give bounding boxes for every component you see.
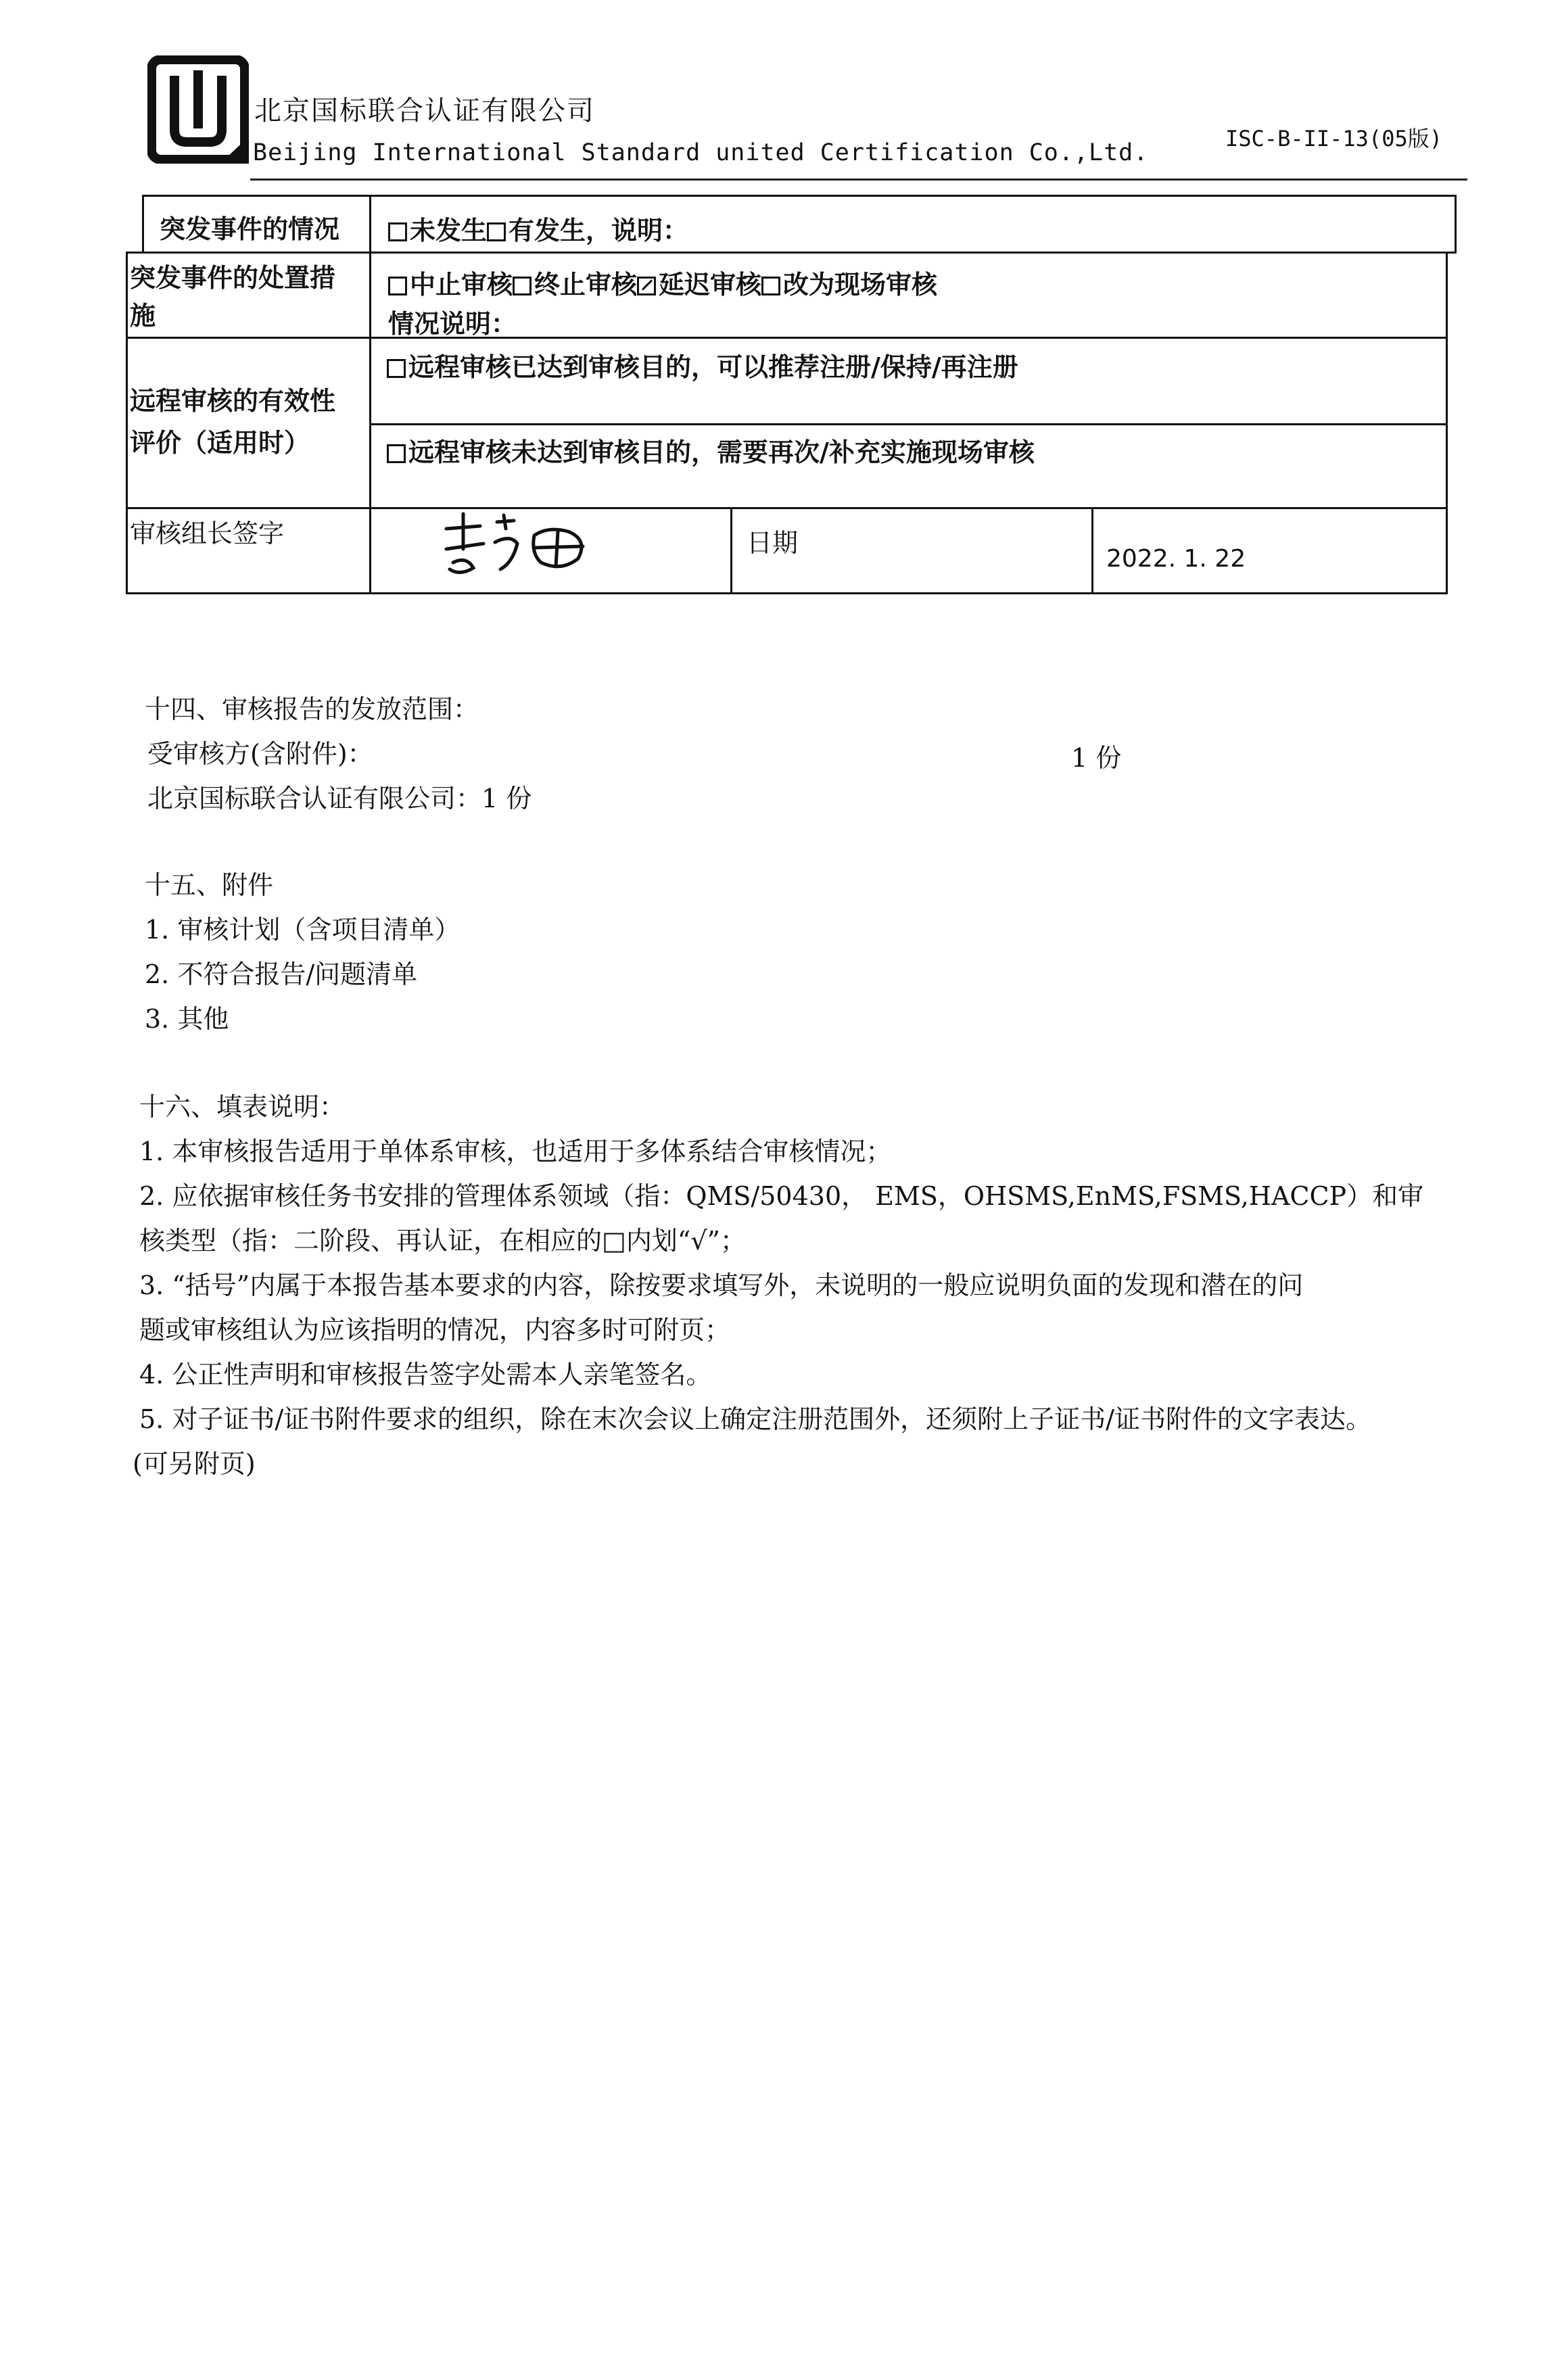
checkbox-not-occurred[interactable] [388,222,407,241]
instruction-line: 4. 公正性声明和审核报告签字处需本人亲笔签名。 [139,1360,712,1389]
team-leader-signature-label: 审核组长签字 [130,519,285,548]
date-value: 2022. 1. 22 [1106,545,1246,573]
handwritten-signature [433,502,609,583]
section15-title: 十五、附件 [145,870,274,900]
header-divider [250,178,1467,181]
checkbox-delay-audit[interactable] [637,277,656,295]
emergency-options: 未发生 有发生，说明： [388,210,688,247]
remote-option-not-achieved: 远程审核未达到审核目的，需要再次/补充实施现场审核 [387,431,1035,469]
section14-title: 十四、审核报告的发放范围： [145,694,479,724]
document-code: ISC-B-II-13(05版) [1225,126,1442,151]
handling-label-line2: 施 [130,301,156,331]
checkbox-remote-not-achieved[interactable] [387,444,406,463]
section14-auditee-copies: 1 份 [1071,743,1122,773]
attachment-item: 2. 不符合报告/问题清单 [145,959,418,989]
section14-company-copies: 北京国标联合认证有限公司：1 份 [147,784,532,813]
company-name-cn: 北京国标联合认证有限公司 [254,95,595,126]
checkbox-suspend-audit[interactable] [388,277,407,295]
checkbox-occurred[interactable] [487,222,506,241]
handling-label-line1: 突发事件的处置措 [130,263,336,293]
instruction-line: 题或审核组认为应该指明的情况，内容多时可附页； [139,1315,731,1345]
instruction-line: (可另附页) [133,1449,256,1479]
emergency-label: 突发事件的情况 [160,214,340,244]
attachment-item: 3. 其他 [145,1004,229,1034]
remote-option-achieved: 远程审核已达到审核目的，可以推荐注册/保持/再注册 [387,346,1018,383]
remote-label-line1: 远程审核的有效性 [130,386,336,416]
emergency-form-table [126,195,1457,594]
checkbox-switch-to-onsite[interactable] [761,277,780,295]
handling-options: 中止审核 终止审核 延迟审核 改为现场审核 [388,264,937,301]
company-logo [147,55,249,164]
instruction-line: 2. 应依据审核任务书安排的管理体系领域（指：QMS/50430， EMS，OHSMS,EnMS,FSMS,HACCP）和审 [139,1181,1424,1211]
section14-auditee-label: 受审核方(含附件)： [147,739,373,769]
instruction-line: 1. 本审核报告适用于单体系审核，也适用于多体系结合审核情况； [139,1137,892,1166]
company-name-en: Beijing International Standard united Certification Co.,Ltd. [253,139,1149,166]
date-label: 日期 [747,528,799,558]
checkbox-terminate-audit[interactable] [513,277,532,295]
checkbox-remote-achieved[interactable] [387,359,406,378]
handling-note: 情况说明： [388,309,517,339]
instruction-line: 核类型（指：二阶段、再认证，在相应的□内划“√”； [139,1226,746,1256]
section16-title: 十六、填表说明： [139,1092,346,1122]
instruction-line: 3. “括号”内属于本报告基本要求的内容，除按要求填写外，未说明的一般应说明负面的发现和潜在的问 [139,1270,1304,1300]
attachment-item: 1. 审核计划（含项目清单） [145,915,461,945]
instruction-line: 5. 对子证书/证书附件要求的组织，除在末次会议上确定注册范围外，还须附上子证书/证书附件的文字表达。 [139,1404,1371,1434]
remote-label-line2: 评价（适用时） [130,428,310,458]
